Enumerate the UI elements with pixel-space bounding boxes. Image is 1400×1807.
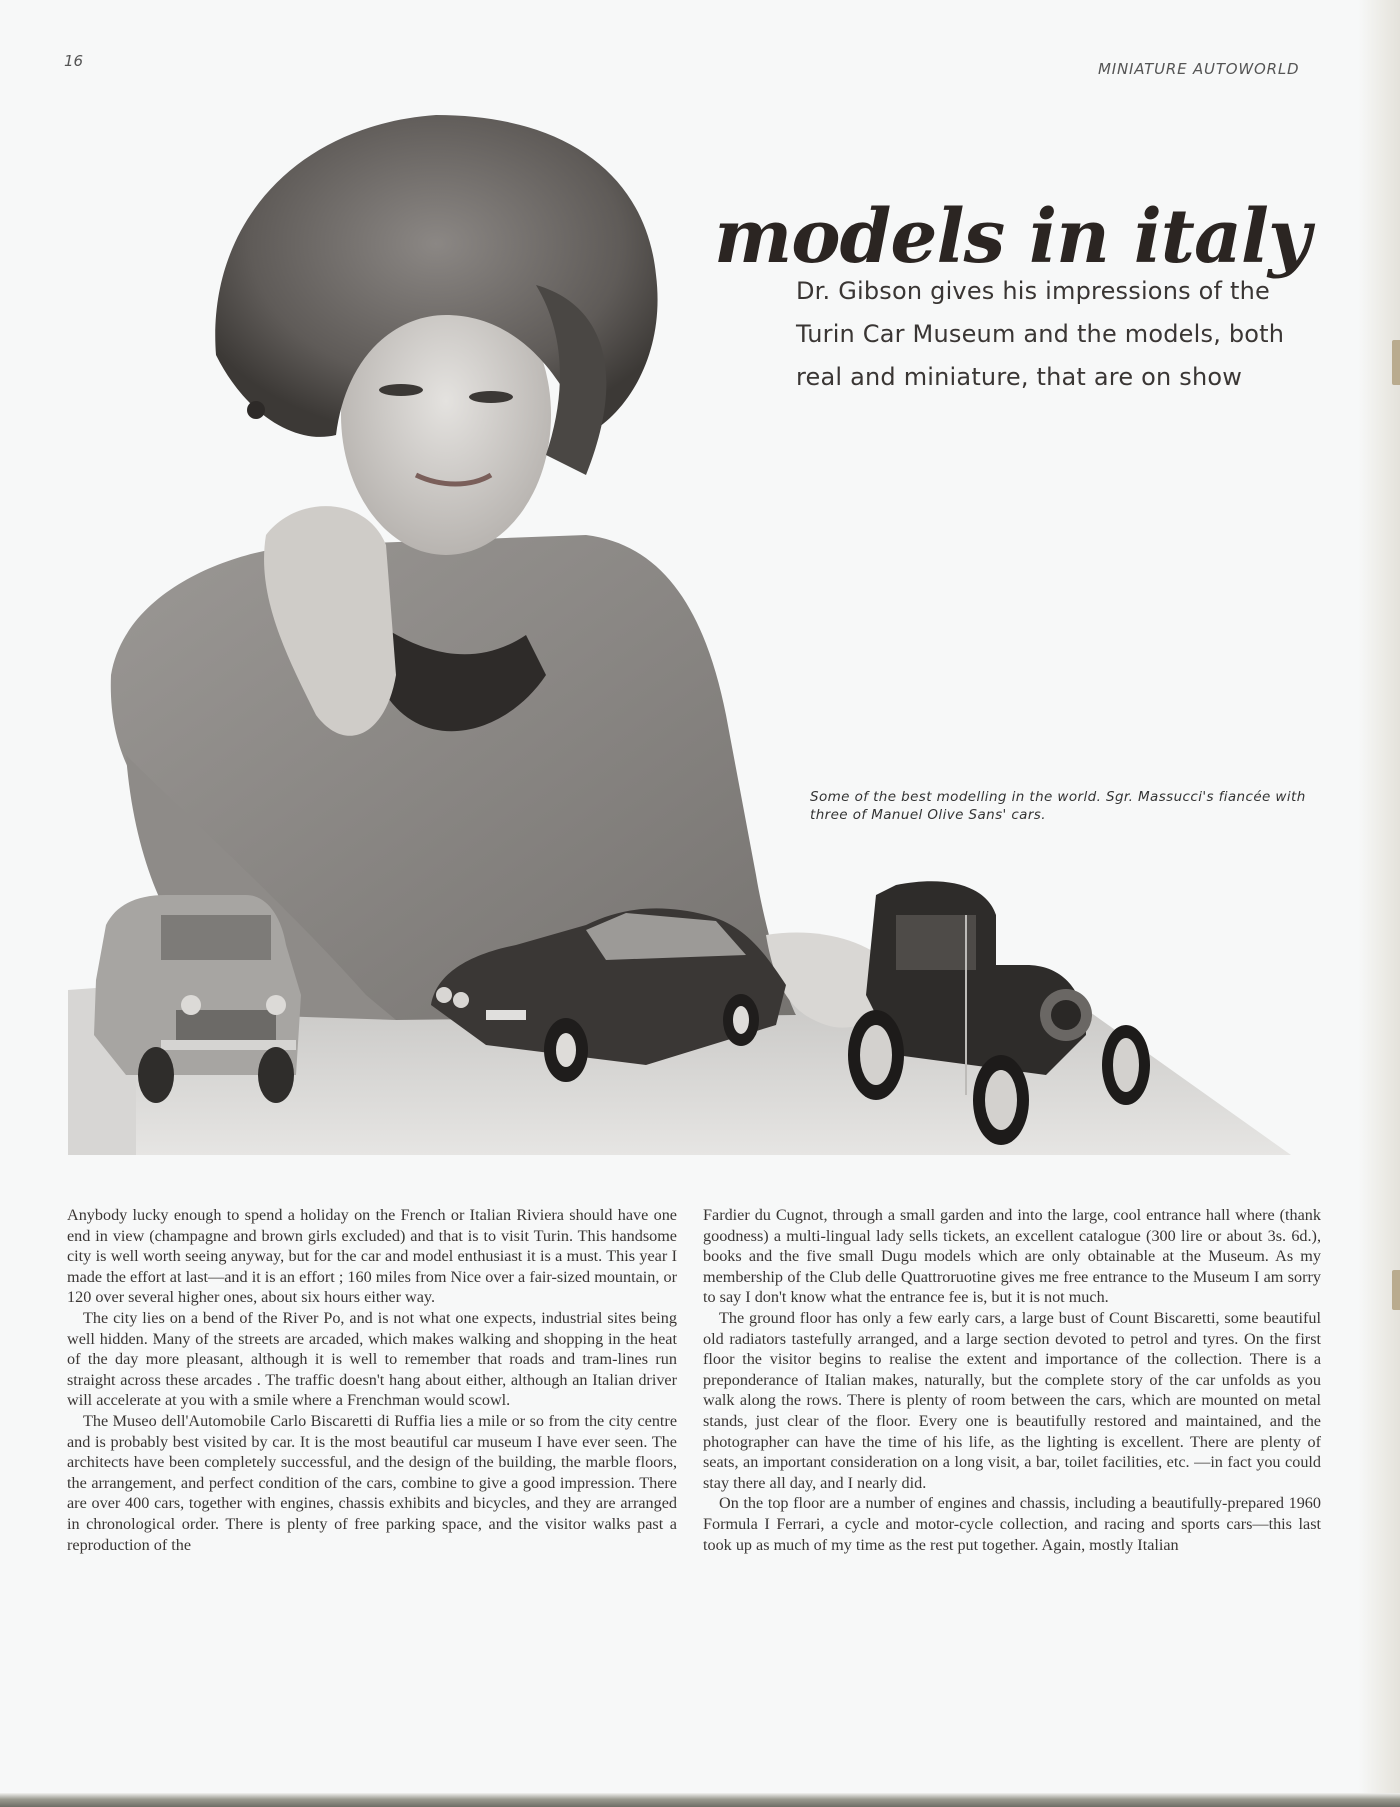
article-title: models in italy <box>714 193 1311 280</box>
binding-mark <box>1392 340 1400 385</box>
page-number: 16 <box>64 52 84 70</box>
paragraph: Fardier du Cugnot, through a small garden and into the large, cool entrance hall where (thank goodness) a multi-lingual lady sells tickets, an excellent catalogue (300 lire or about 3s. 6d.), books and the five small Dugu models which are only obtainable at the Museum. As my membership of the Club delle Quattroruotine gives me free entrance to the Museum I am sorry to say I don't know what the entrance fee is, but it is not much. <box>703 1206 1321 1307</box>
body-column-left <box>67 1205 677 1555</box>
article-dek: Dr. Gibson gives his impressions of the Turin Car Museum and the models, both real and miniature, that are on show <box>796 277 1285 391</box>
running-head: MINIATURE AUTOWORLD <box>1098 60 1300 78</box>
model-car-saloon-light <box>94 895 301 1103</box>
photo-caption: Some of the best modelling in the world. Sgr. Massucci's fiancée with three of Manuel Olive Sans' cars. <box>810 789 1306 823</box>
paragraph: The city lies on a bend of the River Po, and is not what one expects, industrial sites being well hidden. Many of the streets are arcaded, which makes walking and shopping in the heat of the day more pleasant, although it is well to remember that roads and tram-lines run straight across these arcades . The traffic doesn't hang about either, although an Italian driver will accelerate at you with a smile where a Frenchman would scowl. <box>67 1308 677 1410</box>
paragraph: The Museo dell'Automobile Carlo Biscaretti di Ruffia lies a mile or so from the city centre and is probably best visited by car. It is the most beautiful car museum I have ever seen. The architects have been completely successful, and the design of the building, the marble floors, the arrangement, and perfect condition of the cars, combine to give a good impression. There are over 400 cars, together with engines, chassis exhibits and bicycles, and they are arranged in chronological order. There is plenty of free parking space, and the visitor walks past a reproduction of the <box>67 1411 677 1554</box>
paragraph: On the top floor are a number of engines and chassis, including a beautifully-prepared 1960 Formula I Ferrari, a cycle and motor-cycle collection, and racing and sports cars—this last took up as much of my time as the rest put together. Again, mostly Italian <box>703 1494 1321 1554</box>
paragraph: Anybody lucky enough to spend a holiday on the French or Italian Riviera should have one end in view (champagne and brown girls excluded) and that is to visit Turin. This handsome city is well worth seeing anyway, but for the car and model enthusiast it is a must. This year I made the effort at last—and it is an effort ; 160 miles from Nice over a fair-sized mountain, or 120 over several higher ones, about six hours either way. <box>67 1206 677 1307</box>
paragraph: The ground floor has only a few early cars, a large bust of Count Biscaretti, some beautiful old radiators tastefully arranged, and a large section devoted to petrol and tyres. On the first floor the visitor begins to realise the extent and importance of the collection. There is a preponderance of Italian makes, naturally, but the complete story of the car unfolds as you walk along the rows. There is plenty of room between the cars, which are mounted on metal stands, just clear of the floor. Every one is beautifully restored and maintained, and the photographer can have the time of his life, as the lighting is excellent. There are plenty of seats, an important consideration on a long visit, a bar, toilet facilities, etc. —in fact you could stay there all day, and I nearly did. <box>703 1308 1321 1492</box>
page-bottom-edge <box>0 1793 1400 1807</box>
binding-mark <box>1392 1270 1400 1310</box>
body-column-right <box>703 1205 1321 1555</box>
page-edge-shadow <box>1358 0 1400 1807</box>
